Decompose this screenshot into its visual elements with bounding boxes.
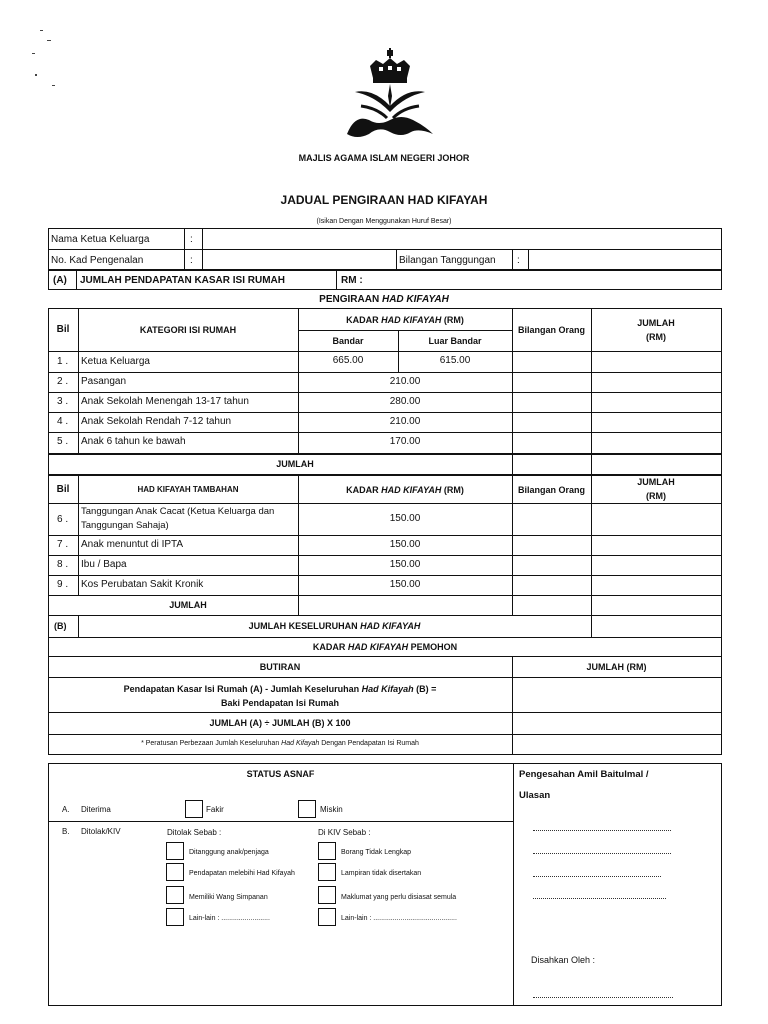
row-label: Anak Sekolah Menengah 13-17 tahun [81, 396, 249, 407]
verification-subtitle: Ulasan [519, 790, 551, 801]
dependents-label: Bilangan Tanggungan [399, 255, 496, 266]
reject-reason-label: Memiliki Wang Simpanan [189, 894, 268, 901]
verification-title: Pengesahan Amil Baitulmal / [519, 769, 649, 780]
fakir-checkbox[interactable] [185, 800, 203, 818]
household-total-label: JUMLAH [276, 459, 314, 469]
head-of-family-label: Nama Ketua Keluarga [51, 234, 150, 245]
col-person-count: Bilangan Orang [517, 325, 585, 335]
status-heading: STATUS ASNAF [246, 769, 315, 779]
row-bil: 2 . [57, 376, 69, 387]
row-rate: 210.00 [389, 416, 421, 427]
col-person-count: Bilangan Orang [517, 485, 585, 495]
dependents-input[interactable] [530, 251, 720, 269]
row-bil: 1 . [57, 356, 69, 367]
fakir-label: Fakir [206, 805, 224, 814]
colon: : [190, 234, 193, 245]
col-urban: Bandar [332, 336, 364, 346]
colon: : [517, 255, 520, 266]
row-bil: 3 . [57, 396, 69, 407]
verified-by-label: Disahkan Oleh : [531, 955, 596, 965]
row-bil: 8 . [57, 559, 69, 570]
percentage-note: * Peratusan Perbezaan Jumlah Keseluruhan Had Kifayah Dengan Pendapatan Isi Rumah [141, 740, 419, 747]
kiv-reason-checkbox[interactable] [318, 886, 336, 904]
calculation-heading: PENGIRAAN HAD KIFAYAH [319, 294, 449, 305]
balance-formula-line2: Baki Pendapatan Isi Rumah [220, 698, 340, 708]
rejected-label: Ditolak/KIV [81, 827, 121, 836]
row-label: Tanggungan Anak Cacat (Ketua Keluarga dan [81, 506, 275, 517]
kiv-reason-label: Borang Tidak Lengkap [341, 849, 412, 856]
scan-mark [47, 40, 51, 41]
kiv-reason-checkbox[interactable] [318, 908, 336, 926]
row-label: Ketua Keluarga [81, 356, 150, 367]
kiv-reasons-heading: Di KIV Sebab : [318, 828, 371, 837]
reject-reasons-heading: Ditolak Sebab : [167, 828, 222, 837]
kiv-reason-label: Lampiran tidak disertakan [341, 870, 422, 877]
applicant-rate-heading: KADAR HAD KIFAYAH PEMOHON [312, 642, 458, 652]
remarks-line[interactable] [533, 830, 671, 831]
income-code: (A) [53, 275, 67, 286]
row-rate: 150.00 [389, 559, 421, 570]
reject-reason-label: Ditanggung anak/penjaga [189, 849, 269, 856]
row-rate: 210.00 [389, 376, 421, 387]
col-total-rm: JUMLAH (RM) [586, 662, 647, 672]
head-of-family-input[interactable] [204, 230, 720, 248]
remarks-line[interactable] [533, 898, 666, 899]
emblem-logo [343, 48, 437, 144]
col-rate: KADAR HAD KIFAYAH (RM) [346, 485, 464, 495]
grand-total-label: JUMLAH KESELURUHAN HAD KIFAYAH [248, 621, 421, 631]
status-asnaf-box [48, 763, 722, 1006]
row-rate: 170.00 [389, 436, 421, 447]
row-label: Tanggungan Sahaja) [81, 520, 169, 531]
remarks-line[interactable] [533, 876, 661, 877]
percentage-formula: JUMLAH (A) ÷ JUMLAH (B) X 100 [209, 718, 351, 728]
col-bil: Bil [56, 324, 70, 335]
scan-mark [32, 53, 35, 54]
ic-number-label: No. Kad Pengenalan [51, 255, 144, 266]
scan-mark [40, 30, 43, 31]
rm-label: RM : [341, 275, 363, 286]
kiv-reason-checkbox[interactable] [318, 863, 336, 881]
additional-total-label: JUMLAH [169, 600, 207, 610]
signature-line[interactable] [533, 997, 673, 998]
col-rate: KADAR HAD KIFAYAH (RM) [346, 315, 464, 325]
row-label: Pasangan [81, 376, 127, 387]
scan-mark [35, 74, 37, 76]
kiv-reason-label: Maklumat yang perlu disiasat semula [341, 894, 457, 901]
col-household-category: KATEGORI ISI RUMAH [139, 325, 237, 335]
row-label: Anak Sekolah Rendah 7-12 tahun [81, 416, 232, 427]
ic-number-input[interactable] [204, 251, 394, 269]
row-rate: 150.00 [389, 513, 421, 524]
row-bil: 4 . [57, 416, 69, 427]
row-rural-rate: 615.00 [439, 355, 471, 366]
col-total-rm: (RM) [646, 332, 666, 342]
page-subtitle: (Isikan Dengan Menggunakan Huruf Besar) [316, 218, 452, 225]
kiv-reason-checkbox[interactable] [318, 842, 336, 860]
gross-income-label: JUMLAH PENDAPATAN KASAR ISI RUMAH [80, 275, 285, 286]
balance-formula-line1: Pendapatan Kasar Isi Rumah (A) - Jumlah Keseluruhan Had Kifayah (B) = [123, 684, 437, 694]
rejected-code: B. [62, 827, 70, 836]
gross-income-input[interactable] [368, 272, 720, 288]
row-bil: 5 . [57, 436, 69, 447]
row-rate: 150.00 [389, 539, 421, 550]
accepted-label: Diterima [81, 805, 111, 814]
reject-reason-label: Pendapatan melebihi Had Kifayah [189, 870, 295, 877]
col-bil: Bil [56, 484, 70, 495]
row-label: Anak menuntut di IPTA [81, 539, 184, 550]
scan-mark [52, 85, 55, 86]
remarks-line[interactable] [533, 853, 671, 854]
row-label: Kos Perubatan Sakit Kronik [81, 579, 204, 590]
col-details: BUTIRAN [259, 662, 301, 672]
row-bil: 6 . [57, 514, 69, 525]
reject-reason-checkbox[interactable] [166, 886, 184, 904]
col-additional-category: HAD KIFAYAH TAMBAHAN [137, 485, 239, 494]
org-name: MAJLIS AGAMA ISLAM NEGERI JOHOR [298, 153, 470, 163]
row-rate: 150.00 [389, 579, 421, 590]
col-rural: Luar Bandar [428, 336, 482, 346]
miskin-label: Miskin [320, 805, 343, 814]
kiv-reason-label: Lain-lain : ........................................... [341, 915, 457, 922]
row-rate: 280.00 [389, 396, 421, 407]
row-label: Anak 6 tahun ke bawah [81, 436, 186, 447]
row-bil: 7 . [57, 539, 69, 550]
miskin-checkbox[interactable] [298, 800, 316, 818]
grand-total-code: (B) [54, 621, 67, 631]
colon: : [190, 255, 193, 266]
reject-reason-checkbox[interactable] [166, 908, 184, 926]
row-urban-rate: 665.00 [332, 355, 364, 366]
row-label: Ibu / Bapa [81, 559, 127, 570]
reject-reason-checkbox[interactable] [166, 842, 184, 860]
col-total: JUMLAH [637, 477, 675, 487]
row-bil: 9 . [57, 579, 69, 590]
reject-reason-label: Lain-lain : ......................... [189, 915, 270, 922]
accepted-code: A. [62, 805, 70, 814]
col-total-rm: (RM) [646, 491, 666, 501]
col-total: JUMLAH [637, 318, 675, 328]
reject-reason-checkbox[interactable] [166, 863, 184, 881]
page-title: JADUAL PENGIRAAN HAD KIFAYAH [280, 193, 488, 207]
